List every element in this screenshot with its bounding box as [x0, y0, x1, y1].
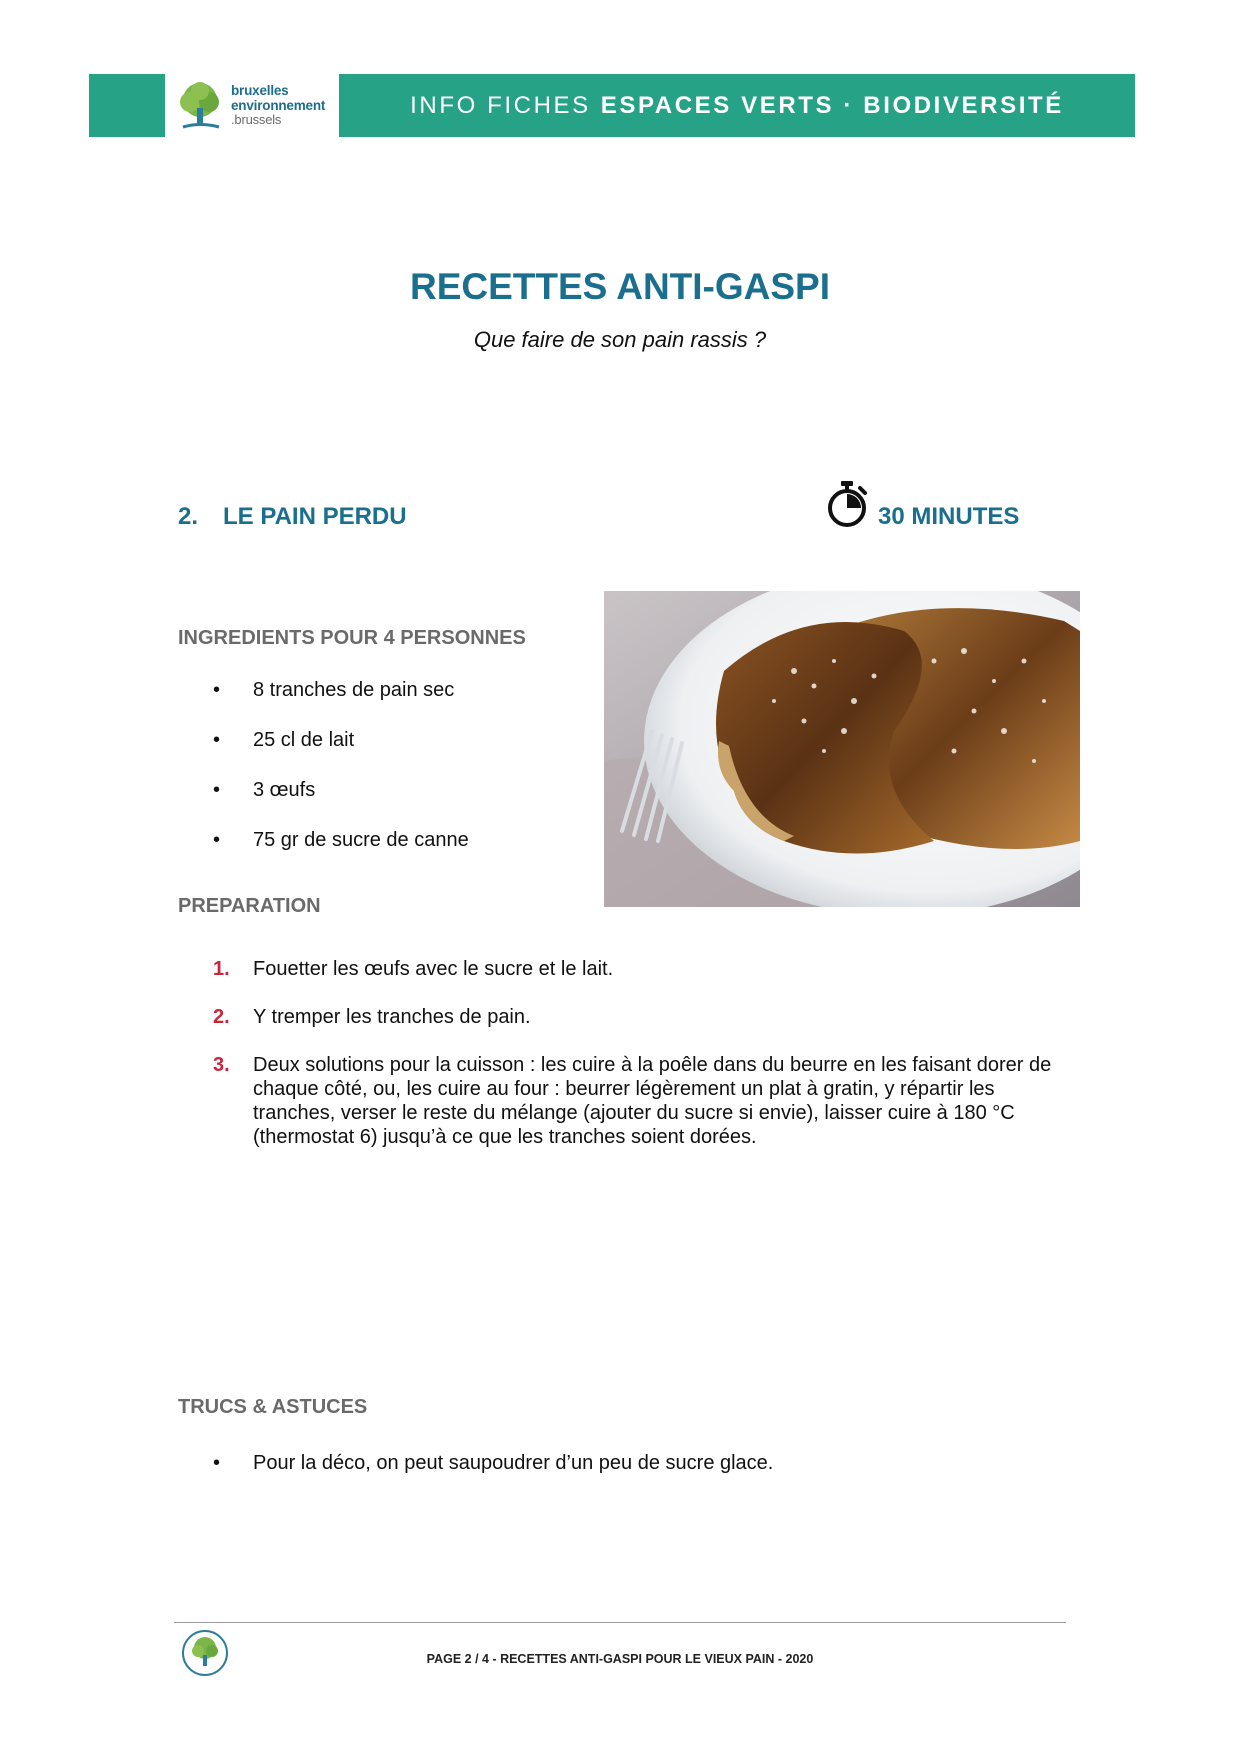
list-item [178, 957, 1058, 981]
list-item [178, 1005, 1058, 1029]
bullet-icon: • [213, 679, 221, 701]
step-text: Deux solutions pour la cuisson : les cuire à la poêle dans du beurre en les faisant dorer de chaque côté, ou, les cuire au four : beurrer légèrement un plat à gratin, y répartir les tranches, verser le reste du mélange (ajouter du sucre si envie), laisser cuire à 180 °C (thermostat 6) jusqu’à ce que les tranches soient dorées. [253, 1054, 1052, 1148]
footer-divider [174, 1622, 1066, 1623]
recipe-duration: 30 MINUTES [878, 503, 1020, 530]
ingredients-heading: INGREDIENTS POUR 4 PERSONNES [178, 627, 526, 649]
recipe-name: LE PAIN PERDU [223, 503, 407, 530]
logo-wordmark [231, 84, 325, 128]
ingredient-text: 8 tranches de pain sec [253, 679, 455, 701]
footer-text: PAGE 2 / 4 - RECETTES ANTI-GASPI POUR LE VIEUX PAIN - 2020 [426, 1652, 814, 1666]
step-text: Fouetter les œufs avec le sucre et le lait. [253, 958, 614, 980]
logo-line-3: .brussels [231, 112, 282, 127]
step-text: Y tremper les tranches de pain. [253, 1006, 531, 1028]
banner-light-text: INFO FICHES [410, 91, 591, 119]
ingredient-text: 75 gr de sucre de canne [253, 829, 469, 851]
bullet-icon: • [213, 829, 221, 851]
bullet-icon: • [213, 779, 221, 801]
bullet-icon: • [213, 1452, 221, 1474]
stopwatch-icon [826, 480, 868, 528]
page-subtitle: Que faire de son pain rassis ? [473, 327, 767, 352]
logo-line-1: bruxelles [231, 83, 289, 98]
ingredient-text: 3 œufs [253, 779, 316, 801]
french-toast-photo [604, 591, 1080, 907]
recipe-heading [178, 503, 407, 531]
header-banner [339, 74, 1135, 137]
tip-text: Pour la déco, on peut saupoudrer d’un peu de sucre glace. [253, 1452, 774, 1474]
ingredient-text: 25 cl de lait [253, 729, 355, 751]
step-number: 2. [213, 1006, 230, 1028]
banner-bold-text: ESPACES VERTS · BIODIVERSITÉ [600, 91, 1064, 119]
recipe-number: 2. [178, 503, 199, 530]
preparation-heading: PREPARATION [178, 895, 321, 917]
bullet-icon: • [213, 729, 221, 751]
tree-logo-icon [175, 80, 225, 132]
list-item [178, 1053, 1058, 1149]
step-number: 3. [213, 1054, 230, 1076]
page-title: RECETTES ANTI-GASPI [409, 266, 831, 307]
preparation-steps [178, 957, 1058, 1173]
logo-line-2: environnement [231, 97, 326, 113]
brand-logo [165, 74, 339, 137]
header-band-left [89, 74, 165, 137]
tips-heading: TRUCS & ASTUCES [178, 1396, 368, 1418]
step-number: 1. [213, 958, 230, 980]
